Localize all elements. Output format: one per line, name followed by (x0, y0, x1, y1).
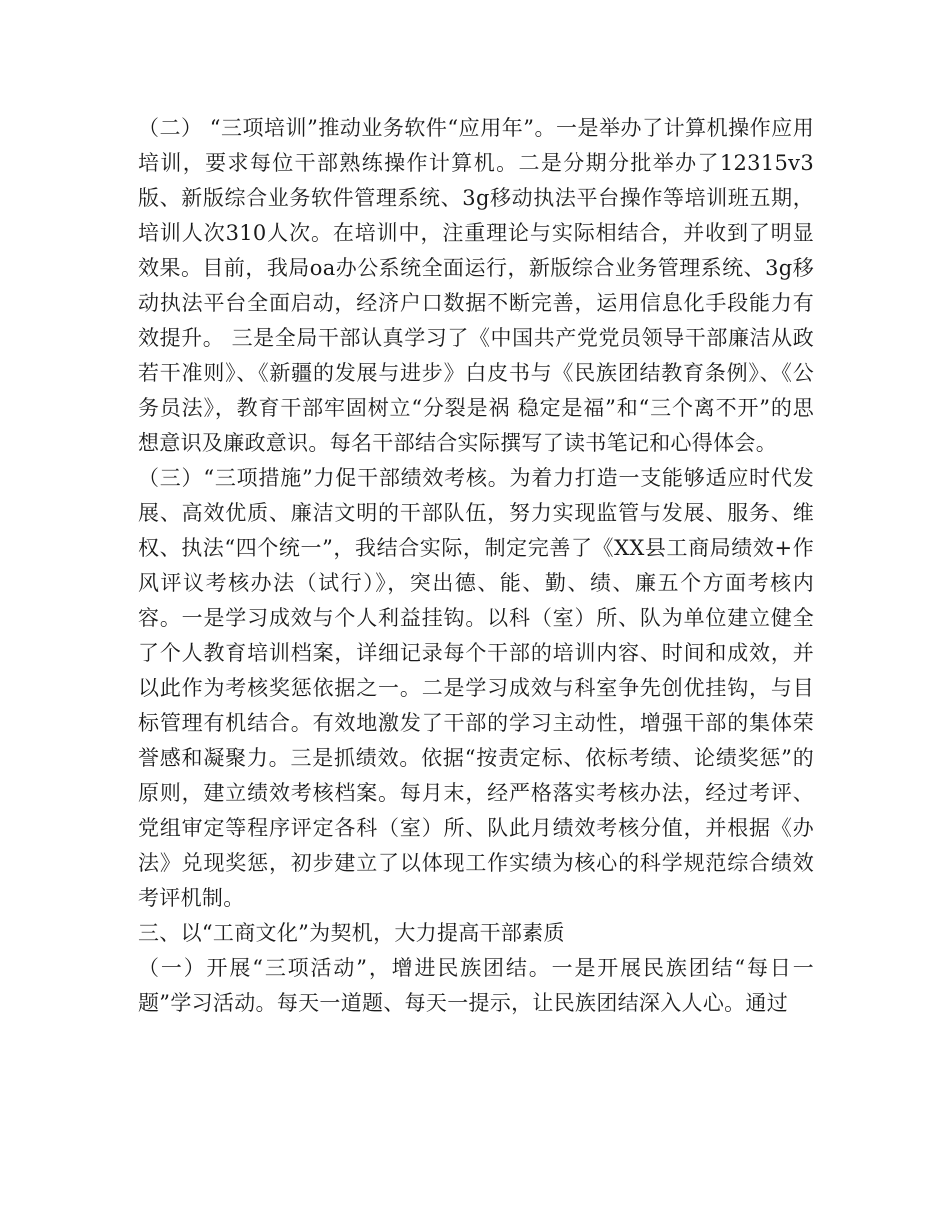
document-body (138, 111, 814, 1021)
paragraph-measures: （三）“三项措施”力促干部绩效考核。为着力打造一支能够适应时代发展、高效优质、廉洁文明的干部队伍，努力实现监管与发展、服务、维权、执法“四个统一”，我结合实际，制定完善了《XX县工商局绩效+作风评议考核办法（试行）》，突出德、能、勤、绩、廉五个方面考核内容。一是学习成效与个人利益挂钩。以科（室）所、队为单位建立健全了个人教育培训档案，详细记录每个干部的培训内容、时间和成效，并以此作为考核奖惩依据之一。二是学习成效与科室争先创优挂钩，与目标管理有机结合。有效地激发了干部的学习主动性，增强干部的集体荣誉感和凝聚力。三是抓绩效。依据“按责定标、依标考绩、论绩奖惩”的原则，建立绩效考核档案。每月末，经严格落实考核办法，经过考评、党组审定等程序评定各科（室）所、队此月绩效考核分值，并根据《办法》兑现奖惩，初步建立了以体现工作实绩为核心的科学规范综合绩效考评机制。 (138, 466, 814, 910)
section-heading-culture: 三、以“工商文化”为契机，大力提高干部素质 (138, 921, 565, 945)
paragraph-training: （二） “三项培训”推动业务软件“应用年”。一是举办了计算机操作应用培训，要求每位干部熟练操作计算机。二是分期分批举办了12315v3版、新版综合业务软件管理系统、3g移动执法平台操作等培训班五期，培训人次310人次。在培训中，注重理论与实际相结合，并收到了明显效果。目前，我局oa办公系统全面运行，新版综合业务管理系统、3g移动执法平台全面启动，经济户口数据不断完善，运用信息化手段能力有效提升。 三是全局干部认真学习了《中国共产党党员领导干部廉洁从政若干准则》、《新疆的发展与进步》白皮书与《民族团结教育条例》、《公务员法》，教育干部牢固树立“分裂是祸 稳定是福”和“三个离不开”的思想意识及廉政意识。每名干部结合实际撰写了读书笔记和心得体会。 (138, 116, 814, 455)
paragraph-activities: （一）开展“三项活动”，增进民族团结。一是开展民族团结“每日一题”学习活动。每天一道题、每天一提示，让民族团结深入人心。通过 (138, 956, 814, 1015)
